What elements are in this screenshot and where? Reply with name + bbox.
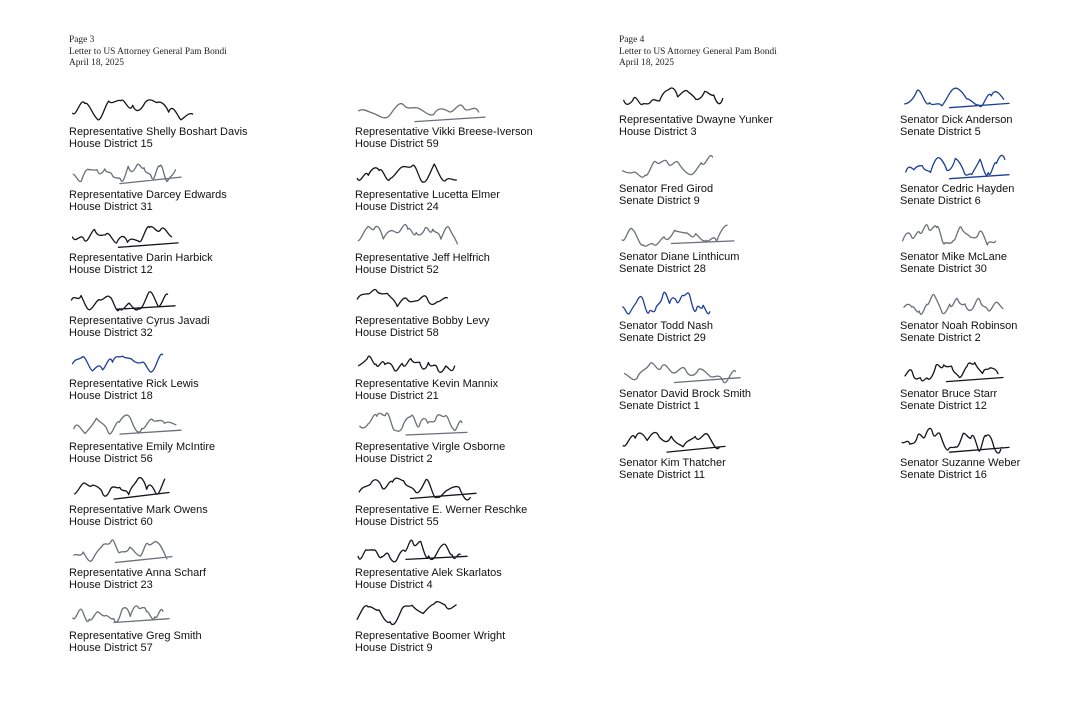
- signer-name: Representative Dwayne Yunker: [619, 114, 773, 126]
- signature-block: [69, 281, 329, 347]
- page-header: [619, 35, 777, 70]
- signer-district: Senate District 1: [619, 400, 700, 412]
- signer-district: Senate District 2: [900, 331, 981, 344]
- signature-block: [69, 344, 329, 410]
- handwritten-signature: [355, 92, 535, 126]
- signer-district: Senate District 6: [900, 194, 981, 207]
- handwritten-signature: [355, 470, 535, 504]
- signer-name: Representative Emily McIntire: [69, 441, 216, 453]
- signer-name: Senator Cedric Hayden: [900, 182, 1015, 195]
- signer-district: Senate District 28: [619, 263, 706, 275]
- handwritten-signature: [355, 596, 535, 630]
- signature-block: [69, 407, 329, 473]
- signer-name: Representative Vikki Breese-Iverson: [355, 126, 533, 138]
- signature-block: [69, 470, 329, 536]
- letter-subject: Letter to US Attorney General Pam Bondi: [69, 46, 227, 57]
- handwritten-signature: [69, 470, 249, 504]
- signer-district: House District 3: [619, 126, 697, 138]
- signer-name: Representative Mark Owens: [69, 504, 208, 516]
- signature-block: [619, 80, 879, 146]
- signer-name: Representative Alek Skarlatos: [355, 567, 502, 579]
- handwritten-signature: [355, 155, 535, 189]
- signer-district: Senate District 5: [900, 126, 981, 138]
- signer-district: House District 59: [355, 138, 439, 150]
- signer-district: House District 18: [69, 390, 153, 402]
- signer-name: Senator Todd Nash: [619, 319, 713, 332]
- signer-name: Representative Kevin Mannix: [355, 378, 499, 390]
- page-header: [69, 35, 227, 70]
- signer-name: Representative E. Werner Reschke: [355, 504, 528, 516]
- letter-date: April 18, 2025: [69, 58, 124, 69]
- handwritten-signature: [900, 149, 1080, 183]
- signer-district: House District 60: [69, 516, 153, 528]
- signer-name: Representative Darin Harbick: [69, 252, 213, 264]
- handwritten-signature: [69, 92, 249, 126]
- handwritten-signature: [355, 218, 535, 252]
- handwritten-signature: [69, 533, 249, 567]
- signer-district: House District 52: [355, 264, 439, 276]
- signer-district: House District 4: [355, 579, 433, 591]
- handwritten-signature: [69, 596, 249, 630]
- signature-block: [619, 423, 879, 489]
- signer-district: House District 2: [355, 453, 433, 465]
- handwritten-signature: [355, 533, 535, 567]
- signature-block: [900, 80, 1080, 146]
- signer-district: Senate District 9: [619, 194, 700, 207]
- handwritten-signature: [69, 218, 249, 252]
- handwritten-signature: [69, 344, 249, 378]
- handwritten-signature: [900, 80, 1080, 114]
- signer-name: Senator Dick Anderson: [900, 114, 1013, 126]
- signature-block: [619, 149, 879, 215]
- handwritten-signature: [900, 423, 1080, 457]
- handwritten-signature: [355, 281, 535, 315]
- signer-district: House District 32: [69, 327, 153, 339]
- signer-district: House District 23: [69, 579, 153, 591]
- signer-district: Senate District 29: [619, 331, 706, 344]
- handwritten-signature: [69, 281, 249, 315]
- signer-name: Representative Shelly Boshart Davis: [69, 126, 248, 138]
- handwritten-signature: [619, 149, 799, 183]
- handwritten-signature: [69, 407, 249, 441]
- signer-district: Senate District 11: [619, 468, 706, 481]
- handwritten-signature: [619, 423, 799, 457]
- signer-district: House District 9: [355, 642, 433, 654]
- signature-block: [69, 533, 329, 599]
- signer-district: House District 12: [69, 264, 153, 276]
- signer-name: Senator Kim Thatcher: [619, 456, 726, 469]
- signer-name: Representative Boomer Wright: [355, 630, 506, 642]
- signer-name: Representative Rick Lewis: [69, 378, 199, 390]
- signer-name: Senator David Brock Smith: [619, 388, 752, 400]
- letter-date: April 18, 2025: [619, 58, 674, 69]
- handwritten-signature: [900, 286, 1080, 320]
- handwritten-signature: [619, 354, 799, 388]
- signer-name: Senator Diane Linthicum: [619, 251, 740, 263]
- handwritten-signature: [619, 286, 799, 320]
- signer-name: Senator Mike McLane: [900, 251, 1007, 263]
- signature-block: [900, 423, 1080, 489]
- signer-district: Senate District 16: [900, 468, 987, 481]
- signer-name: Representative Virgle Osborne: [355, 441, 506, 453]
- signer-district: House District 56: [69, 453, 153, 465]
- signature-block: [900, 217, 1080, 283]
- signature-block: [900, 354, 1080, 420]
- signer-name: Representative Lucetta Elmer: [355, 189, 500, 201]
- signer-name: Representative Bobby Levy: [355, 315, 490, 327]
- signer-name: Representative Darcey Edwards: [69, 189, 227, 201]
- signer-name: Representative Cyrus Javadi: [69, 315, 210, 327]
- signature-block: [900, 149, 1080, 215]
- signature-block: [619, 217, 879, 283]
- signer-district: House District 24: [355, 201, 439, 213]
- letter-subject: Letter to US Attorney General Pam Bondi: [619, 46, 777, 57]
- handwritten-signature: [619, 80, 799, 114]
- signer-name: Senator Suzanne Weber: [900, 456, 1021, 469]
- signer-district: House District 57: [69, 642, 153, 654]
- signer-district: House District 58: [355, 327, 439, 339]
- signature-block: [619, 354, 879, 420]
- handwritten-signature: [355, 407, 535, 441]
- signer-district: Senate District 12: [900, 400, 987, 412]
- signature-block: [69, 92, 329, 158]
- signature-block: [69, 596, 329, 662]
- signer-district: House District 15: [69, 138, 153, 150]
- signature-block: [69, 155, 329, 221]
- handwritten-signature: [619, 217, 799, 251]
- handwritten-signature: [69, 155, 249, 189]
- signature-block: [619, 286, 879, 352]
- signer-district: House District 21: [355, 390, 439, 402]
- signer-name: Senator Bruce Starr: [900, 388, 998, 400]
- handwritten-signature: [900, 217, 1080, 251]
- page-number: Page 3: [69, 35, 95, 45]
- signer-name: Representative Jeff Helfrich: [355, 252, 490, 264]
- signer-district: House District 55: [355, 516, 439, 528]
- signature-block: [900, 286, 1080, 352]
- signer-district: Senate District 30: [900, 263, 987, 275]
- signer-name: Representative Greg Smith: [69, 630, 202, 642]
- letter-page-4: [540, 0, 1080, 701]
- page-number: Page 4: [619, 35, 645, 45]
- signer-district: House District 31: [69, 201, 153, 213]
- signature-block: [69, 218, 329, 284]
- signer-name: Representative Anna Scharf: [69, 567, 206, 579]
- signer-name: Senator Noah Robinson: [900, 319, 1018, 332]
- handwritten-signature: [355, 344, 535, 378]
- signer-name: Senator Fred Girod: [619, 182, 714, 195]
- handwritten-signature: [900, 354, 1080, 388]
